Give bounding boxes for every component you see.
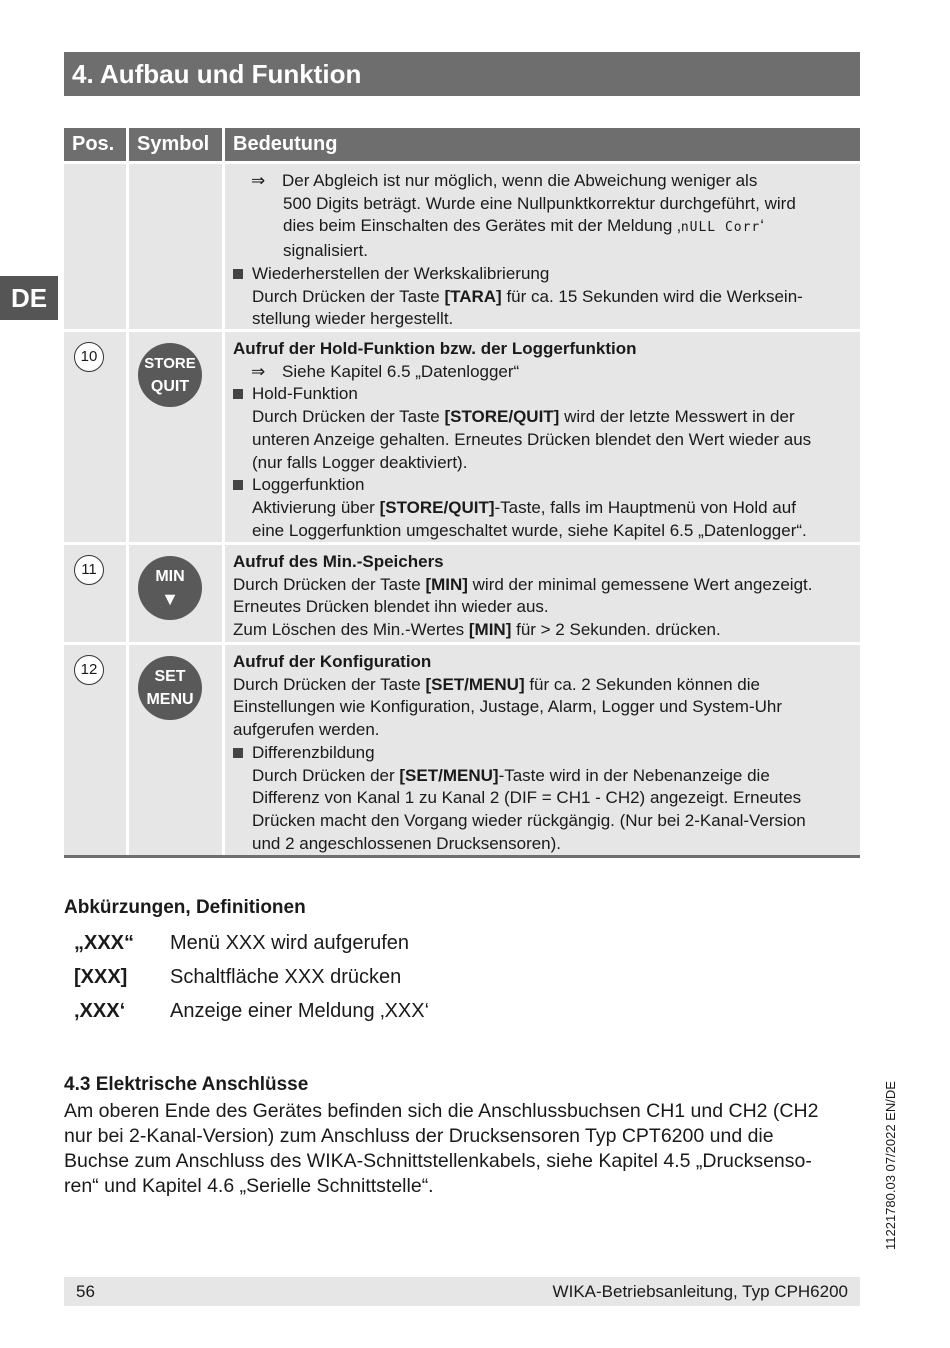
text-line: unteren Anzeige gehalten. Erneutes Drücken blendet den Wert wieder aus — [252, 429, 812, 449]
arrow-icon: ⇒ — [251, 171, 266, 190]
text: Siehe Kapitel 6.5 „Datenlogger“ — [282, 361, 520, 381]
text-line: und 2 angeschlossenen Drucksensoren). — [252, 833, 562, 853]
section-body — [64, 1099, 864, 1199]
min-key-icon — [138, 556, 202, 620]
footer-reference: WIKA-Betriebsanleitung, Typ CPH6200 — [552, 1282, 848, 1301]
key-reference: [SET/MENU] — [399, 765, 499, 785]
key-reference: [MIN] — [468, 620, 512, 640]
key-label-bottom: MENU — [146, 691, 194, 708]
text: Hold-Funktion — [252, 384, 358, 404]
meaning-cell — [225, 645, 860, 855]
key-reference: [MIN] — [425, 574, 468, 594]
text: Durch Drücken der Taste — [252, 407, 445, 427]
lcd-message: nULL Corr — [680, 220, 761, 236]
text-line: eine Loggerfunktion umgeschaltet wurde, siehe Kapitel 6.5 „Datenlogger“. — [252, 520, 807, 540]
text: dies beim Einschalten des Gerätes mit der Meldung ‚ — [283, 216, 681, 236]
symbol-cell — [129, 332, 222, 542]
abbreviation-desc: Anzeige einer Meldung ‚XXX‘ — [170, 1000, 430, 1022]
header-meaning: Bedeutung — [225, 128, 860, 161]
key-reference: [SET/MENU] — [425, 674, 525, 694]
set-menu-key-icon — [138, 656, 202, 720]
table-row — [64, 332, 860, 542]
abbreviations-title: Abkürzungen, Definitionen — [64, 897, 306, 918]
text: für ca. 2 Sekunden können die — [524, 674, 760, 694]
key-reference: [STORE/QUIT] — [379, 497, 495, 517]
meaning-cell — [225, 332, 860, 542]
table-bottom-rule — [64, 855, 860, 858]
table-row — [64, 545, 860, 642]
symbol-cell — [129, 545, 222, 642]
bullet-square-icon — [233, 748, 243, 758]
meaning-cell — [225, 545, 860, 642]
text-line: signalisiert. — [283, 241, 369, 261]
text: Wiederherstellen der Werkskalibrierung — [252, 263, 550, 283]
text: ‘ — [760, 216, 765, 236]
body-line: ren“ und Kapitel 4.6 „Serielle Schnittstelle“. — [64, 1175, 434, 1197]
text-line — [233, 674, 852, 697]
store-quit-key-icon — [138, 343, 202, 407]
abbreviation-term: „XXX“ — [74, 932, 135, 954]
text: Aktivierung über — [252, 497, 380, 517]
key-label-top: STORE — [144, 355, 196, 372]
row-title: Aufruf des Min.-Speichers — [233, 552, 444, 571]
section-title: 4.3 Elektrische Anschlüsse — [64, 1074, 309, 1095]
text: Differenzbildung — [252, 742, 375, 762]
body-line: Am oberen Ende des Gerätes befinden sich die Anschlussbuchsen CH1 und CH2 (CH2 — [64, 1100, 819, 1122]
bullet-square-icon — [233, 389, 243, 399]
function-table — [64, 128, 860, 858]
bullet-square-icon — [233, 480, 243, 490]
bullet-line — [233, 263, 852, 286]
chapter-title: 4. Aufbau und Funktion — [64, 52, 860, 96]
bullet-line — [233, 383, 852, 406]
table-row — [64, 164, 860, 329]
key-label-top: SET — [154, 668, 186, 685]
text-line: 500 Digits beträgt. Wurde eine Nullpunktkorrektur durchgeführt, wird — [283, 193, 796, 213]
down-triangle-icon: ▼ — [161, 589, 179, 609]
text-line: Einstellungen wie Konfiguration, Justage, Alarm, Logger und System-Uhr — [233, 697, 783, 717]
text-line — [233, 574, 852, 597]
text-line: Drücken macht den Vorgang wieder rückgängig. (Nur bei 2-Kanal-Version — [252, 810, 806, 830]
bullet-square-icon — [233, 269, 243, 279]
pos-cell — [64, 645, 126, 855]
header-symbol: Symbol — [129, 128, 222, 161]
table-header — [64, 128, 860, 161]
symbol-cell — [129, 164, 222, 329]
meaning-cell — [225, 164, 860, 329]
text-line — [233, 619, 852, 642]
text: Durch Drücken der Taste — [252, 286, 445, 306]
arrow-icon: ⇒ — [251, 361, 266, 381]
bullet-line — [233, 474, 852, 497]
body-line: nur bei 2-Kanal-Version) zum Anschluss der Drucksensoren Typ CPT6200 und die — [64, 1125, 774, 1147]
text-line: stellung wieder hergestellt. — [252, 309, 454, 329]
text-line — [233, 286, 852, 309]
text: Durch Drücken der Taste — [233, 674, 426, 694]
language-tab: DE — [0, 276, 58, 320]
position-number: 10 — [74, 342, 104, 372]
position-number: 11 — [74, 555, 104, 585]
pos-cell — [64, 332, 126, 542]
text-line — [233, 406, 852, 429]
row-title: Aufruf der Konfiguration — [233, 652, 432, 671]
abbreviation-term: ‚XXX‘ — [74, 1000, 126, 1022]
key-reference: [TARA] — [444, 286, 502, 306]
text: Zum Löschen des Min.-Wertes — [233, 620, 469, 640]
text: wird der letzte Messwert in der — [559, 407, 795, 427]
key-reference: [STORE/QUIT] — [444, 407, 560, 427]
text: wird der minimal gemessene Wert angezeigt. — [467, 574, 813, 594]
text: -Taste, falls im Hauptmenü von Hold auf — [494, 497, 796, 517]
table-row — [64, 645, 860, 855]
text: Loggerfunktion — [252, 475, 365, 495]
body-line: Buchse zum Anschluss des WIKA-Schnittstellenkabels, siehe Kapitel 4.5 „Drucksenso- — [64, 1150, 812, 1172]
text-line — [233, 497, 852, 520]
abbreviation-term: [XXX] — [74, 966, 128, 988]
pos-cell — [64, 164, 126, 329]
page-footer — [64, 1277, 860, 1306]
text-line: aufgerufen werden. — [233, 720, 380, 740]
abbreviation-desc: Menü XXX wird aufgerufen — [170, 932, 410, 954]
text: Durch Drücken der Taste — [233, 574, 426, 594]
bullet-line — [233, 742, 852, 765]
text-line: (nur falls Logger deaktiviert). — [252, 452, 468, 472]
page-number: 56 — [76, 1282, 95, 1301]
key-label-top: MIN — [155, 568, 185, 585]
text-line — [233, 215, 852, 240]
text-line: Erneutes Drücken blendet ihn wieder aus. — [233, 597, 549, 617]
symbol-cell — [129, 645, 222, 855]
position-number: 12 — [74, 655, 104, 685]
text: -Taste wird in der Nebenanzeige die — [498, 765, 770, 785]
text-line — [233, 765, 852, 788]
text: für ca. 15 Sekunden wird die Werksein- — [501, 286, 803, 306]
row-title: Aufruf der Hold-Funktion bzw. der Loggerfunktion — [233, 339, 637, 358]
text: für > 2 Sekunden. drücken. — [511, 620, 721, 640]
text: Durch Drücken der — [252, 765, 400, 785]
key-label-bottom: QUIT — [150, 378, 190, 395]
text-line — [233, 170, 852, 193]
text: Der Abgleich ist nur möglich, wenn die Abweichung weniger als — [282, 171, 758, 190]
pos-cell — [64, 545, 126, 642]
text-line: Differenz von Kanal 1 zu Kanal 2 (DIF = CH1 - CH2) angezeigt. Erneutes — [252, 788, 802, 808]
document-number: 11221780.03 07/2022 EN/DE — [883, 1081, 898, 1250]
text-line — [233, 361, 852, 384]
abbreviation-desc: Schaltfläche XXX drücken — [170, 966, 402, 988]
header-pos: Pos. — [64, 128, 126, 161]
